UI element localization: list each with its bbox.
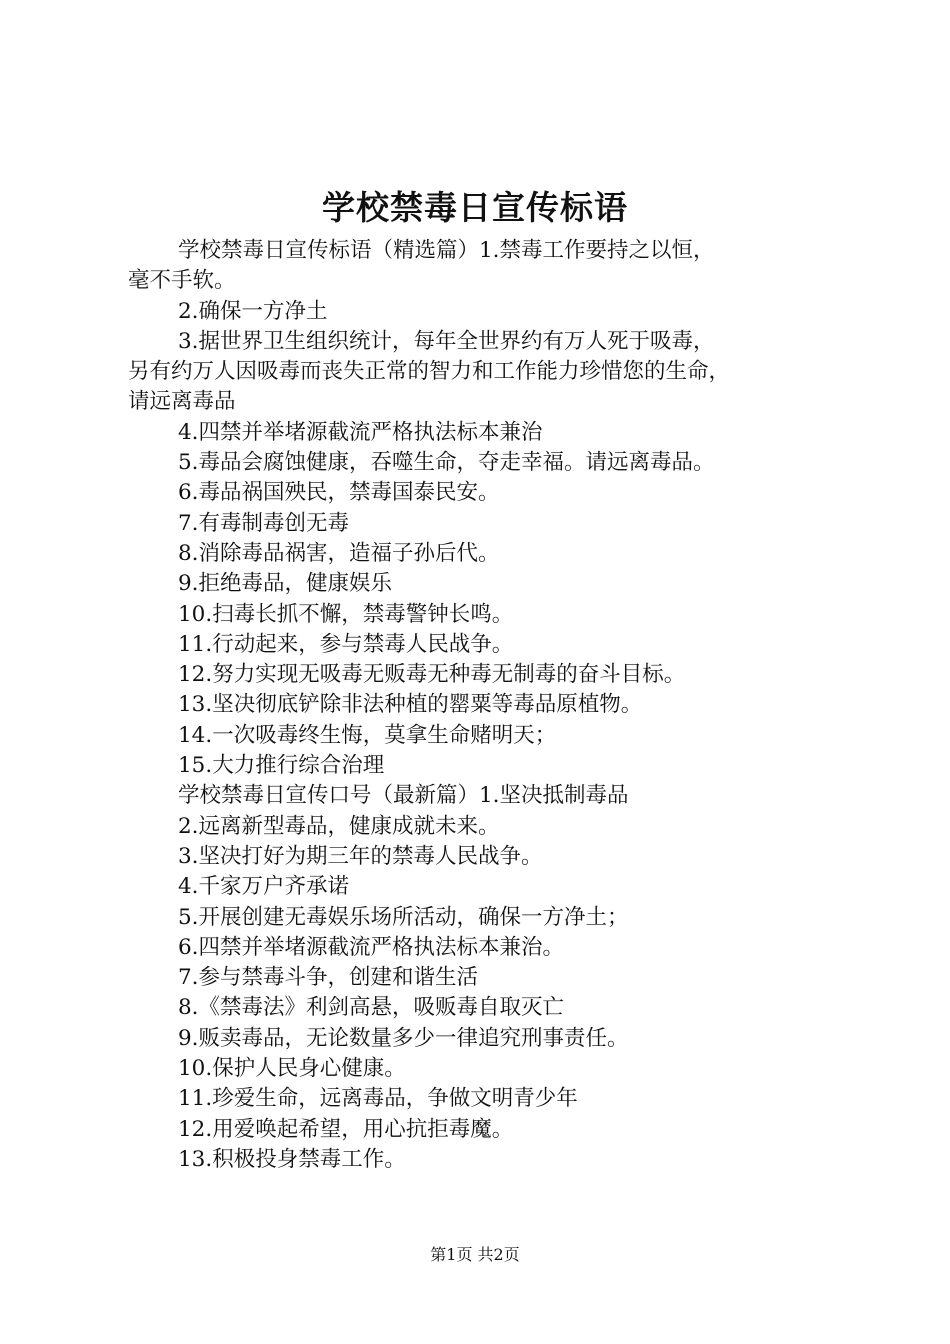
text-line: 7.有毒制毒创无毒 xyxy=(178,510,350,536)
text-line: 8.消除毒品祸害，造福子孙后代。 xyxy=(178,540,500,566)
text-line: 11.珍爱生命，远离毒品，争做文明青少年 xyxy=(178,1086,578,1112)
text-line: 15.大力推行综合治理 xyxy=(178,753,385,779)
text-line: 6.毒品祸国殃民，禁毒国泰民安。 xyxy=(178,480,500,506)
text-line: 8.《禁毒法》利剑高悬，吸贩毒自取灭亡 xyxy=(178,995,565,1021)
text-line: 6.四禁并举堵源截流严格执法标本兼治。 xyxy=(178,934,565,960)
text-line: 12.用爱唤起希望，用心抗拒毒魔。 xyxy=(178,1116,514,1142)
document-body xyxy=(128,236,828,1175)
text-line: 13.坚决彻底铲除非法种植的罂粟等毒品原植物。 xyxy=(178,692,643,718)
text-line: 13.积极投身禁毒工作。 xyxy=(178,1146,406,1172)
text-line: 10.保护人民身心健康。 xyxy=(178,1056,406,1082)
text-line: 9.拒绝毒品，健康娱乐 xyxy=(178,571,393,597)
text-line: 5.毒品会腐蚀健康，吞噬生命，夺走幸福。请远离毒品。 xyxy=(178,450,715,476)
text-line: 5.开展创建无毒娱乐场所活动，确保一方净土； xyxy=(178,904,629,930)
text-line: 2.确保一方净土 xyxy=(178,298,328,324)
text-line: 另有约万人因吸毒而丧失正常的智力和工作能力珍惜您的生命， xyxy=(128,359,731,385)
text-line: 4.四禁并举堵源截流严格执法标本兼治 xyxy=(178,419,543,445)
text-line: 14.一次吸毒终生悔，莫拿生命赌明天； xyxy=(178,722,557,748)
text-line: 请远离毒品 xyxy=(128,389,236,415)
text-line: 学校禁毒日宣传口号（最新篇）1.坚决抵制毒品 xyxy=(178,783,629,809)
text-line: 4.千家万户齐承诺 xyxy=(178,874,350,900)
text-line: 3.据世界卫生组织统计，每年全世界约有万人死于吸毒， xyxy=(178,328,715,354)
text-line: 毫不手软。 xyxy=(128,268,236,294)
page-footer: 第1页 共2页 xyxy=(430,1245,520,1264)
text-line: 12.努力实现无吸毒无贩毒无种毒无制毒的奋斗目标。 xyxy=(178,662,686,688)
text-line: 学校禁毒日宣传标语（精选篇）1.禁毒工作要持之以恒， xyxy=(178,238,715,263)
text-line: 2.远离新型毒品，健康成就未来。 xyxy=(178,813,500,839)
text-line: 11.行动起来，参与禁毒人民战争。 xyxy=(178,631,514,657)
text-line: 3.坚决打好为期三年的禁毒人民战争。 xyxy=(178,843,543,869)
text-line: 10.扫毒长抓不懈，禁毒警钟长鸣。 xyxy=(178,601,514,627)
text-line: 9.贩卖毒品，无论数量多少一律追究刑事责任。 xyxy=(178,1025,629,1051)
text-line: 7.参与禁毒斗争，创建和谐生活 xyxy=(178,965,479,991)
document-title: 学校禁毒日宣传标语 xyxy=(322,188,628,227)
